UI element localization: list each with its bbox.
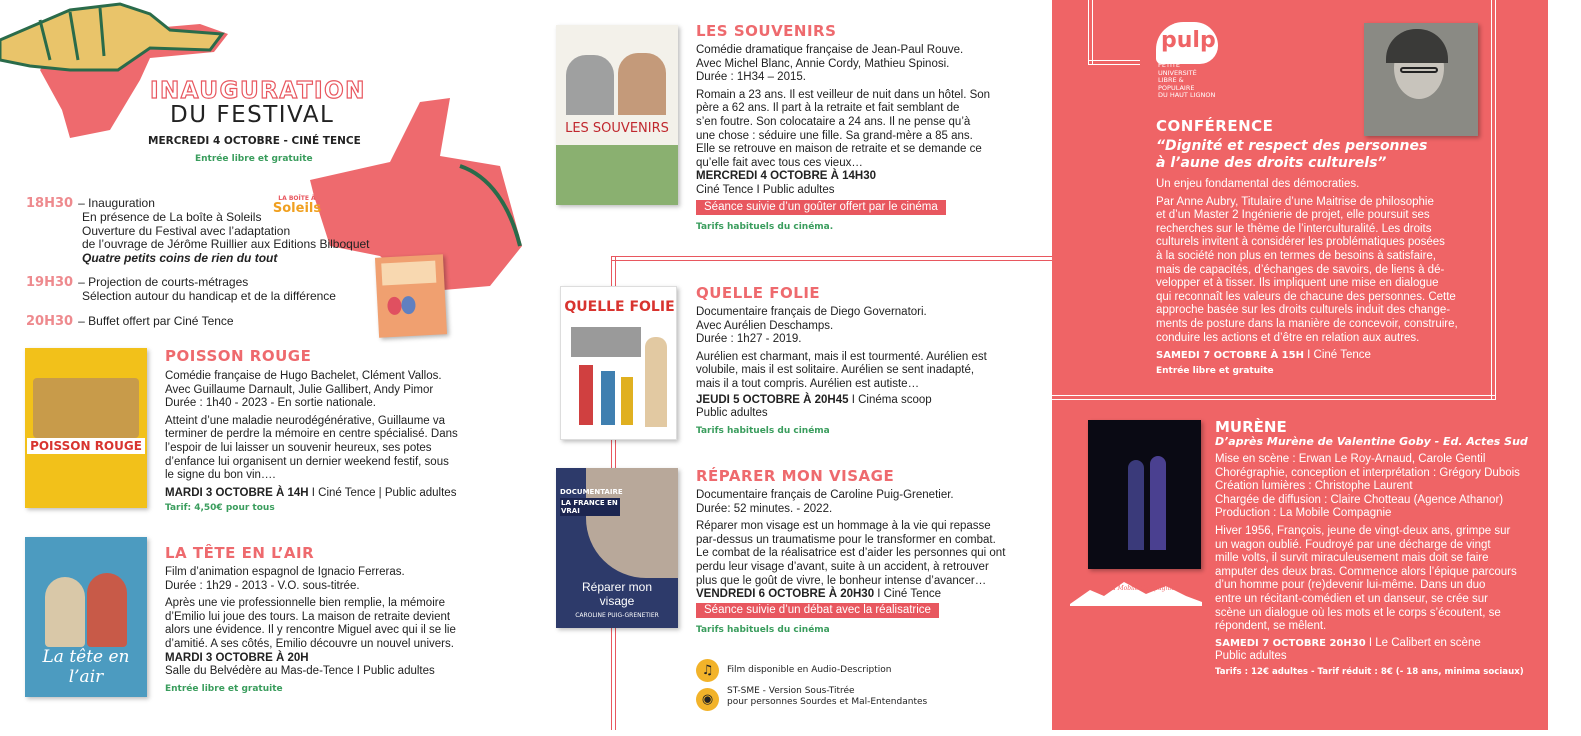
company-logo-mountains bbox=[1070, 580, 1202, 606]
body-line: qui reconnaît les valeurs de chacune des personnes. Cette bbox=[1156, 290, 1456, 303]
desc-line: une chose : séduire une fille. Sa grand-mère a 85 ans. bbox=[696, 129, 973, 142]
body-line: recherches sur le thème de l’interculturalité. Les droits bbox=[1156, 222, 1432, 235]
body-line: un wagon oublié. Foudroyé par une décharge de vingt bbox=[1215, 538, 1491, 551]
desc-line: Romain a 23 ans. Il est veilleur de nuit dans un hôtel. Son bbox=[696, 88, 991, 101]
divider-horizontal bbox=[611, 256, 1052, 261]
info-line: Film d’animation espagnol de Ignacio Ferreras. bbox=[165, 566, 405, 578]
murene-tarifs: Tarifs : 12€ adultes - Tarif réduit : 8€ (- 18 ans, minima sociaux) bbox=[1215, 666, 1524, 677]
film-info bbox=[696, 44, 990, 235]
murene-venue: I Le Calibert en scène bbox=[1365, 636, 1481, 649]
price-note: Tarifs habituels du cinéma bbox=[696, 425, 830, 436]
body-line: et d’un Master 2 Ingénierie de projet, elle poursuit ses bbox=[1156, 209, 1430, 222]
body-line: d’un homme pour (re)devenir lui-même. Dans un duo bbox=[1215, 579, 1486, 592]
desc-line: terminer de perdre la mémoire en centre spécialisé. Dans bbox=[165, 428, 458, 441]
schedule-text: En présence de La boîte à Soleils bbox=[82, 210, 262, 224]
price-note: Tarif: 4,50€ pour tous bbox=[165, 503, 275, 514]
film-title: POISSON ROUGE bbox=[165, 347, 312, 365]
desc-line: Aurélien est charmant, mais il est tourmenté. Aurélien est bbox=[696, 350, 987, 363]
info-line: Avec Michel Blanc, Annie Cordy, Mathieu Spinosi. bbox=[696, 57, 950, 70]
stsme-eye-icon: ◉ bbox=[696, 688, 719, 711]
conference-date: SAMEDI 7 OCTOBRE À 15H bbox=[1156, 350, 1304, 362]
schedule-text: – Inauguration bbox=[78, 196, 155, 210]
film-title: QUELLE FOLIE bbox=[696, 284, 821, 302]
desc-line: père a 62 ans. Il part à la retraite et fait semblant de bbox=[696, 102, 960, 115]
poster-title: Réparer mon visage bbox=[581, 580, 653, 608]
price-note: Tarifs habituels du cinéma. bbox=[696, 222, 834, 233]
body-line: mais de capacités, d’échanges de savoirs, de liens à dé- bbox=[1156, 263, 1445, 276]
company-logo-text: La Mobile Compagnie bbox=[1108, 585, 1175, 592]
reparer-mon-visage-poster bbox=[556, 468, 678, 628]
info-line: Durée : 1H34 – 2015. bbox=[696, 71, 806, 84]
murene-audience: Public adultes bbox=[1215, 650, 1287, 663]
desc-line: Elle se retrouve en maison de retraite et se demande ce bbox=[696, 143, 982, 156]
screening-venue: I Ciné Tence bbox=[874, 588, 942, 601]
schedule-text: – Buffet offert par Ciné Tence bbox=[78, 314, 234, 328]
body-line: conduire les actions et d’être en relation aux autres. bbox=[1156, 331, 1420, 344]
legend-stsme-line: ST-SME - Version Sous-Titrée bbox=[727, 686, 855, 696]
body-line: répondent, se mêlent. bbox=[1215, 620, 1327, 633]
poster-title: QUELLE FOLIE bbox=[564, 299, 675, 315]
desc-line: par-dessus un traumatisme pour le transformer en combat. bbox=[696, 533, 996, 546]
schedule-20h30 bbox=[26, 310, 234, 329]
body-line: amputer des deux bras. Commence alors l’épique parcours bbox=[1215, 565, 1517, 578]
desc-line: d’Emilio lui joue des tours. La maison de retraite devient bbox=[165, 610, 451, 623]
schedule-text: Ouverture du Festival avec l’adaptation bbox=[82, 223, 291, 238]
desc-line: alors une évidence. Il y rencontre Miguel avec qui il se lie bbox=[165, 624, 456, 637]
poster-title: POISSON ROUGE bbox=[27, 438, 145, 454]
screening-date: MERCREDI 4 OCTOBRE À 14H30 bbox=[696, 170, 876, 183]
price-note: Entrée libre et gratuite bbox=[165, 683, 283, 694]
info-line: Durée: 52 minutes. - 2022. bbox=[696, 502, 833, 515]
murene-heading: MURÈNE bbox=[1215, 418, 1287, 436]
panel-frame-line bbox=[1088, 0, 1093, 64]
body-line: entre un récitant-comédien et un danseur, se crée sur bbox=[1215, 592, 1488, 605]
book-cover-image bbox=[375, 254, 447, 337]
tagline-line: POPULAIRE bbox=[1158, 83, 1195, 92]
event-banner: Séance suivie d’un goûter offert par le cinéma bbox=[696, 200, 946, 216]
film-title: LA TÊTE EN L’AIR bbox=[165, 544, 315, 562]
tagline-line: LIBRE & bbox=[1158, 76, 1184, 84]
desc-line: mais il a tout compris. Aurélien est autiste… bbox=[696, 377, 920, 390]
desc-line: d’amitié. A ses côtés, Emilio découvre un nouvel univers. bbox=[165, 637, 454, 650]
festival-title: DU FESTIVAL bbox=[170, 102, 335, 128]
les-souvenirs-poster bbox=[556, 25, 678, 205]
poster-tag: DOCUMENTAIRE bbox=[560, 488, 623, 496]
conference-quote bbox=[1156, 138, 1427, 172]
screening-info bbox=[165, 487, 458, 501]
tagline-line: UNIVERSITÉ bbox=[1158, 68, 1197, 77]
poisson-rouge-poster bbox=[25, 348, 147, 508]
film-info bbox=[696, 489, 1005, 638]
credit-line: Chorégraphie, conception et interprétation : Grégory Dubois bbox=[1215, 466, 1520, 479]
body-line: à la société non plus en termes de besoins à satisfaire, bbox=[1156, 249, 1436, 262]
info-line: Avec Guillaume Darnault, Julie Gallibert, Andy Pimor bbox=[165, 383, 434, 396]
desc-line: plus que le goût de vivre, le bonheur intense d’avancer… bbox=[696, 574, 987, 587]
info-line: Comédie française de Hugo Bachelet, Clément Vallos. bbox=[165, 370, 442, 382]
screening-venue: Salle du Belvédère au Mas-de-Tence I Public adultes bbox=[165, 665, 435, 678]
desc-line: Réparer mon visage est un hommage à la vie qui repasse bbox=[696, 520, 991, 533]
poster-author: CAROLINE PUIG-GRENETIER bbox=[575, 612, 659, 619]
credit-line: Production : La Mobile Compagnie bbox=[1215, 507, 1392, 520]
quote-line: “Dignité et respect des personnes bbox=[1156, 138, 1428, 154]
credit-line: Création lumières : Christophe Laurent bbox=[1215, 480, 1413, 493]
inauguration-date: MERCREDI 4 OCTOBRE - CINÉ TENCE bbox=[148, 135, 361, 147]
conference-text bbox=[1156, 178, 1458, 378]
info-line: Comédie dramatique française de Jean-Paul Rouve. bbox=[696, 44, 964, 56]
time-label: 19H30 bbox=[26, 275, 74, 290]
murene-photo bbox=[1088, 420, 1201, 569]
film-info bbox=[696, 306, 987, 438]
screening-venue: Ciné Tence I Public adultes bbox=[696, 183, 835, 196]
desc-line: volubile, mais il est solitaire. Aurélien se sent inadapté, bbox=[696, 364, 975, 377]
body-line: ments de posture dans la manière de concevoir, construire, bbox=[1156, 317, 1458, 330]
schedule-text: de l’ouvrage de Jérôme Ruillier aux Editions Bilboquet bbox=[82, 237, 370, 252]
panel-frame-line bbox=[1491, 0, 1496, 400]
film-info bbox=[165, 370, 458, 516]
poster-title: LES SOUVENIRS bbox=[565, 121, 669, 136]
film-info bbox=[165, 566, 456, 696]
body-line: mille volts, il survit miraculeusement mais doit se faire bbox=[1215, 552, 1489, 565]
desc-line: Atteint d’une maladie neurodégénérative, Guillaume va bbox=[165, 414, 446, 427]
desc-line: s’en foutre. Son colocataire a 24 ans. Il ne pense qu’à bbox=[696, 115, 971, 128]
legend-audio: Film disponible en Audio-Description bbox=[727, 665, 892, 675]
schedule-18h30 bbox=[26, 192, 406, 265]
tete-en-lair-poster bbox=[25, 537, 147, 697]
desc-line: Après une vie professionnelle bien remplie, la mémoire bbox=[165, 597, 445, 610]
tagline-line: PETITE bbox=[1158, 61, 1180, 69]
desc-line: perdu leur visage d’avant, suite à un accident, à retrouver bbox=[696, 560, 989, 573]
panel-frame-line bbox=[1052, 395, 1496, 400]
screening-date: MARDI 3 OCTOBRE À 20H bbox=[165, 651, 309, 664]
inauguration-title: INAUGURATION bbox=[150, 78, 366, 104]
desc-line: Le combat de la réalisatrice est d’aider les personnes qui ont bbox=[696, 547, 1006, 560]
price-note: Tarifs habituels du cinéma bbox=[696, 625, 830, 636]
body-line: culturels invitent à considérer les problématiques posées bbox=[1156, 236, 1445, 249]
time-label: 18H30 bbox=[26, 196, 74, 211]
quote-line: à l’aune des droits culturels” bbox=[1156, 155, 1387, 171]
credit-line: Mise en scène : Erwan Le Roy-Arnaud, Carole Gentil bbox=[1215, 453, 1486, 465]
speaker-photo bbox=[1364, 23, 1478, 136]
film-title: LES SOUVENIRS bbox=[696, 22, 837, 40]
desc-line: qu’elle fait avec tous ces vieux… bbox=[696, 156, 863, 169]
time-label: 20H30 bbox=[26, 314, 74, 329]
screening-date: VENDREDI 6 OCTOBRE À 20H30 bbox=[696, 588, 875, 601]
quelle-folie-poster bbox=[560, 286, 677, 440]
pulp-logo bbox=[1156, 22, 1218, 64]
conference-heading: CONFÉRENCE bbox=[1156, 117, 1274, 135]
book-title: Quatre petits coins de rien du tout bbox=[82, 250, 278, 265]
conference-entry: Entrée libre et gratuite bbox=[1156, 365, 1274, 376]
inauguration-entry: Entrée libre et gratuite bbox=[195, 154, 313, 164]
murene-date: SAMEDI 7 OCTOBRE 20H30 bbox=[1215, 637, 1366, 649]
conference-venue: I Ciné Tence bbox=[1303, 349, 1371, 362]
pulp-logo-tagline bbox=[1158, 62, 1215, 100]
desc-line: le signe du bon vin…. bbox=[165, 469, 276, 482]
panel-frame-line bbox=[1088, 60, 1140, 65]
info-line: Durée : 1h29 - 2013 - V.O. sous-titrée. bbox=[165, 579, 360, 592]
soleils-logo bbox=[270, 195, 324, 221]
schedule-text: – Projection de courts-métrages bbox=[78, 275, 249, 289]
event-banner: Séance suivie d’un débat avec la réalisatrice bbox=[696, 603, 939, 619]
murene-subtitle: D’après Murène de Valentine Goby - Ed. Actes Sud bbox=[1215, 435, 1528, 448]
poster-tag: LA FRANCE EN VRAI bbox=[560, 498, 620, 516]
conference-subtitle: Un enjeu fondamental des démocraties. bbox=[1156, 178, 1360, 190]
soleils-logo-text: Soleils bbox=[272, 201, 322, 216]
legend-stsme-line: pour personnes Sourdes et Mal-Entendantes bbox=[727, 697, 928, 707]
info-line: Durée : 1h40 - 2023 - En sortie nationale. bbox=[165, 397, 376, 410]
info-line: Durée : 1h27 - 2019. bbox=[696, 333, 802, 346]
desc-line: l’espoir de lui laisser un souvenir heureux, ses potes bbox=[165, 441, 432, 454]
info-line: Documentaire français de Diego Governatori. bbox=[696, 306, 927, 318]
schedule-19h30 bbox=[26, 271, 336, 304]
murene-text bbox=[1215, 453, 1524, 680]
screening-date: JEUDI 5 OCTOBRE À 20H45 bbox=[696, 393, 849, 406]
body-line: velopper et à tisser. Ils impliquent une mise en dialogue bbox=[1156, 277, 1439, 290]
body-line: scène un dialogue où les mots et le corps s’écoutent, se bbox=[1215, 606, 1501, 619]
body-line: Par Anne Aubry, Titulaire d’une Maitrise de philosophie bbox=[1156, 195, 1434, 208]
legend-stsme bbox=[727, 686, 927, 708]
desc-line: d’enfance lui organisent un dernier weekend festif, sous bbox=[165, 455, 449, 468]
film-title: RÉPARER MON VISAGE bbox=[696, 467, 895, 485]
soleils-logo-small: LA BOÎTE À bbox=[278, 195, 316, 202]
screening-audience: Public adultes bbox=[696, 407, 768, 420]
audio-description-icon: ♫ bbox=[696, 659, 719, 682]
schedule-text: Sélection autour du handicap et de la différence bbox=[82, 289, 336, 303]
screening-venue: I Cinéma scoop bbox=[848, 393, 932, 406]
info-line: Avec Aurélien Deschamps. bbox=[696, 319, 834, 332]
body-line: approche basée sur les droits culturels induit des change- bbox=[1156, 304, 1451, 317]
screening-venue: I Ciné Tence | Public adultes bbox=[308, 486, 457, 499]
screening-date: MARDI 3 OCTOBRE À 14H bbox=[165, 486, 309, 499]
body-line: Hiver 1956, François, jeune de vingt-deux ans, grimpe sur bbox=[1215, 524, 1511, 537]
tagline-line: DU HAUT LIGNON bbox=[1158, 91, 1216, 99]
info-line: Documentaire français de Caroline Puig-Grenetier. bbox=[696, 489, 954, 501]
credit-line: Chargée de diffusion : Claire Chotteau (Agence Athanor) bbox=[1215, 493, 1504, 506]
pulp-logo-text: pulp bbox=[1161, 28, 1216, 53]
poster-title: La tête en l’air bbox=[42, 647, 130, 687]
